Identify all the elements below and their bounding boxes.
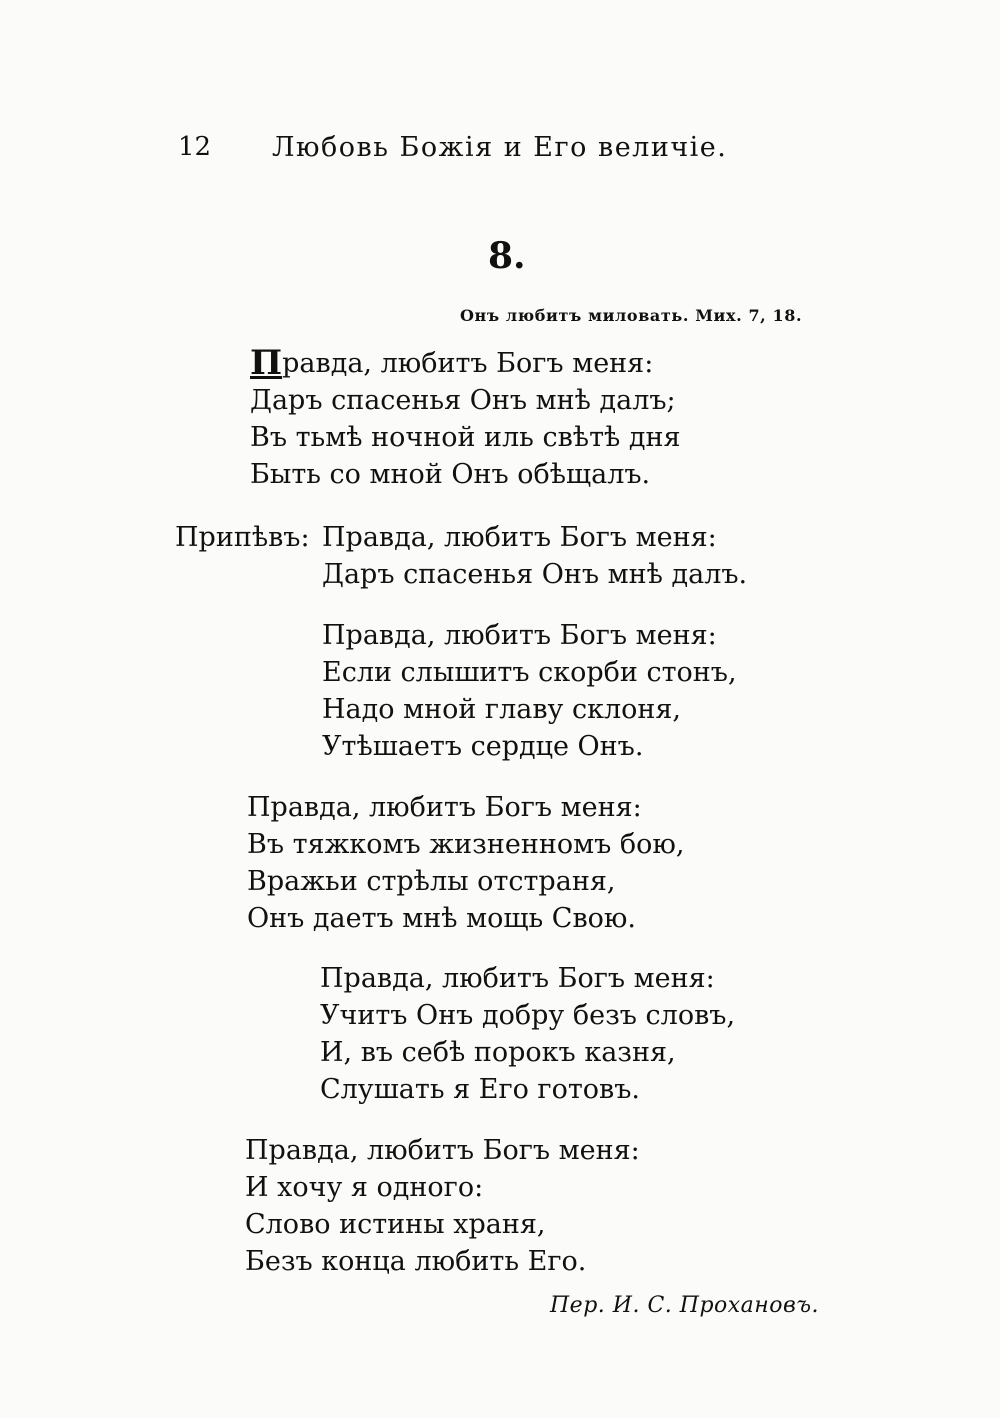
stanza-5-line-2: И хочу я одного:	[245, 1172, 484, 1203]
stanza-2	[322, 617, 737, 765]
stanza-3-line-4: Онъ даетъ мнѣ мощь Свою.	[247, 903, 636, 934]
refrain-label: Припѣвъ:	[175, 522, 310, 553]
stanza-3-line-1: Правда, любитъ Богъ меня:	[247, 792, 642, 823]
stanza-1-line-1	[250, 345, 681, 382]
stanza-3	[247, 789, 684, 937]
stanza-5	[245, 1132, 640, 1280]
refrain-line-1: Правда, любитъ Богъ меня:	[322, 522, 717, 553]
hymn-epigraph: Онъ любитъ миловать. Мих. 7, 18.	[460, 306, 803, 325]
stanza-4-line-4: Слушать я Его готовъ.	[320, 1074, 640, 1105]
stanza-5-line-4: Безъ конца любить Его.	[245, 1246, 587, 1277]
refrain-line-2: Даръ спасенья Онъ мнѣ далъ.	[322, 559, 748, 590]
stanza-1-line-1-text: равда, любитъ Богъ меня:	[282, 348, 654, 379]
page-number: 12	[178, 132, 212, 162]
stanza-1-line-4: Быть со мной Онъ обѣщалъ.	[250, 459, 651, 490]
dropcap-letter: П	[250, 343, 283, 383]
stanza-1	[250, 345, 681, 493]
stanza-4	[320, 960, 735, 1108]
stanza-3-line-2: Въ тяжкомъ жизненномъ бою,	[247, 829, 685, 860]
stanza-5-line-1: Правда, любитъ Богъ меня:	[245, 1135, 640, 1166]
stanza-1-line-2: Даръ спасенья Онъ мнѣ далъ;	[250, 385, 676, 416]
stanza-4-line-3: И, въ себѣ порокъ казня,	[320, 1037, 676, 1068]
stanza-4-line-2: Учитъ Онъ добру безъ словъ,	[320, 1000, 736, 1031]
stanza-2-line-2: Если слышитъ скорби стонъ,	[322, 657, 737, 688]
translator-credit: Пер. И. С. Прохановъ.	[550, 1293, 819, 1318]
stanza-3-line-3: Вражьи стрѣлы отстраня,	[247, 866, 616, 897]
stanza-2-line-3: Надо мной главу склоня,	[322, 694, 682, 725]
stanza-1-line-3: Въ тьмѣ ночной иль свѣтѣ дня	[250, 422, 681, 453]
stanza-2-line-1: Правда, любитъ Богъ меня:	[322, 620, 717, 651]
stanza-4-line-1: Правда, любитъ Богъ меня:	[320, 963, 715, 994]
stanza-2-line-4: Утѣшаетъ сердце Онъ.	[322, 731, 644, 762]
refrain	[322, 519, 747, 593]
stanza-5-line-3: Слово истины храня,	[245, 1209, 546, 1240]
hymn-number: 8.	[488, 235, 526, 277]
section-title: Любовь Божія и Его величіе.	[272, 132, 728, 163]
